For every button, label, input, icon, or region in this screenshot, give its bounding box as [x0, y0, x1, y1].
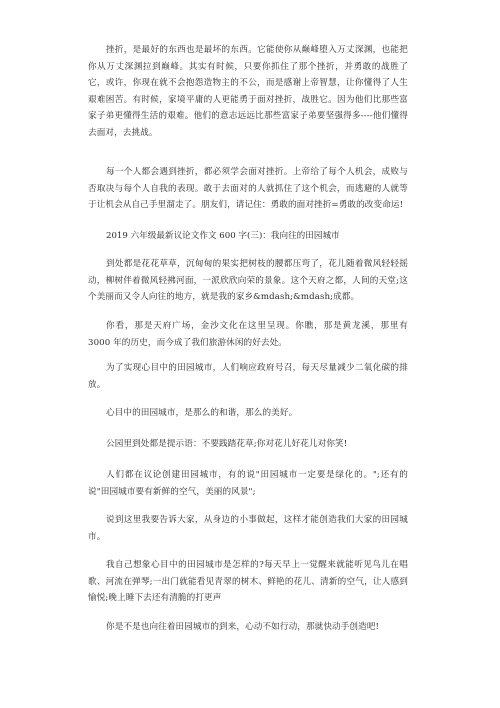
paragraph-discussion: 人们都在议论创建田园城市，有的说"田园城市一定要是绿化的。";还有的说"田园城市要有新鲜的空气，美丽的风景";: [88, 470, 408, 497]
paragraph-small-things: 说到这里我要告诉大家，从身边的小事做起，这样才能创造我们大家的田园城市。: [88, 515, 408, 542]
essay-title: 2019 六年级最新议论文作文 600 字(三)：我向往的田园城市: [106, 231, 340, 241]
paragraph-reduce-emissions: 为了实现心目中的田园城市，人们响应政府号召，每天尽量减少二氧化碳的排放。: [88, 363, 408, 390]
paragraph-tianfu-square: 你看，那是天府广场，金沙文化在这里呈现。你瞧，那是黄龙溪，那里有 3000 年的历史，而今成了我们旅游休闲的好去处。: [88, 321, 408, 348]
paragraph-chengdu-scenery: 到处都是花花草草，沉甸甸的果实把树枝的腰都压弯了，花儿随着微风轻轻摇动，柳树伴着微风轻拂河面，一派欣欣向荣的景象。这个天府之都，人间的天堂;这个美丽而又令人向往的地方，就是我的家乡&mdash;&mdash;成都。: [88, 259, 408, 302]
paragraph-setbacks-intro: 挫折，是最好的东西也是最坏的东西。它能使你从巅峰堕入万丈深渊，也能把你从万丈深渊拉到巅峰。其实有时候，只要你抓住了那个挫折，并勇敢的战胜了它，或许，你现在就不会抱怨造物主的不公，而是感谢上帝智慧，让你懂得了人生艰难困苦。有时候，家境平庸的人更能勇于面对挫折，战胜它。因为他们比那些富家子弟更懂得生活的艰难。他们的意志远远比那些富家子弟要坚强得多----他们懂得去面对，去挑战。: [88, 45, 408, 138]
paragraph-harmony: 心目中的田园城市，是那么的和谐，那么的美好。: [106, 408, 298, 418]
paragraph-closing: 你是不是也向往着田园城市的到来，心动不如行动，那就快动手创造吧!: [106, 622, 380, 632]
paragraph-face-setbacks: 每一个人都会遇到挫折，都必须学会面对挫折。上帝给了每个人机会，成败与否取决与每个人自我的表现。敢于去面对的人就抓住了这个机会，而逃避的人就等于让机会从自己手里溜走了。朋友们，请记住：勇敢的面对挫折=勇敢的改变命运!: [88, 167, 408, 210]
paragraph-park-signs: 公园里到处都是提示语：不要践踏花草;你对花儿好花儿对你笑!: [106, 439, 348, 449]
paragraph-imagination: 我自己想象心目中的田园城市是怎样的?每天早上一觉醒来就能听见鸟儿在唱歌、河流在弹琴;一出门就能看见青翠的树木、鲜艳的花儿、清新的空气，让人感到愉悦;晚上睡下去还有清脆的打更声: [88, 560, 408, 603]
